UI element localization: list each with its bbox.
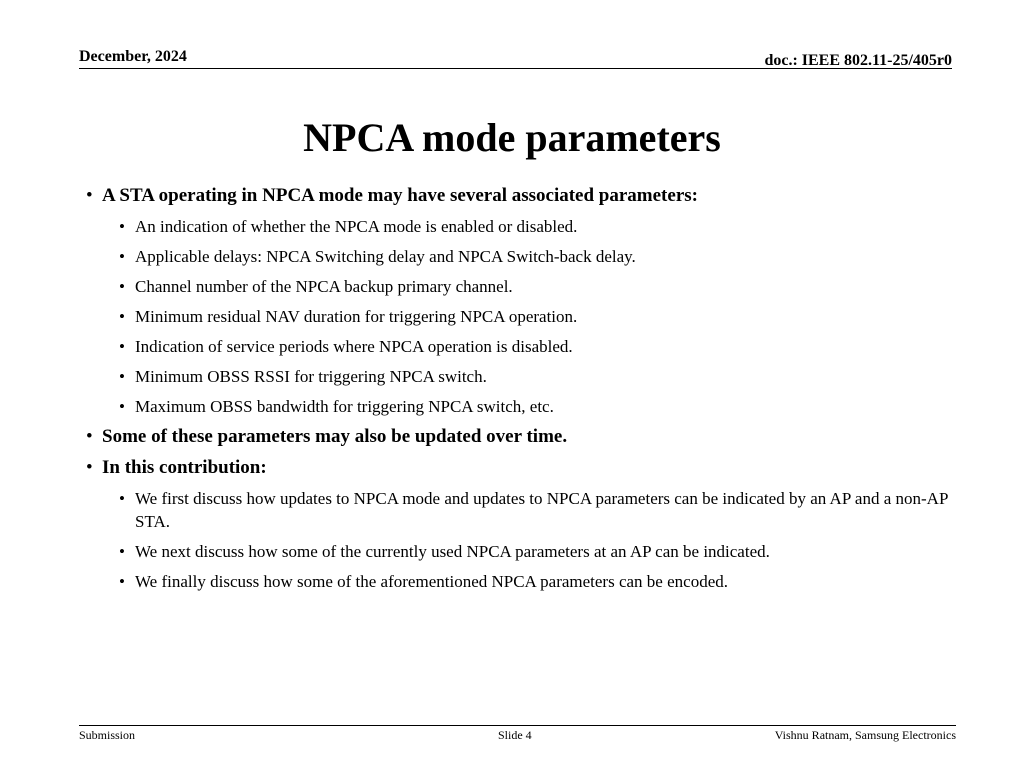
footer-divider [79, 725, 956, 726]
sub-bullet: • Channel number of the NPCA backup primary channel. [119, 275, 956, 298]
bullet-updated-over-time: • Some of these parameters may also be updated over time. [86, 425, 956, 449]
sub-bullet: • Indication of service periods where NPCA operation is disabled. [119, 335, 956, 358]
sub-bullet: • Minimum residual NAV duration for triggering NPCA operation. [119, 305, 956, 328]
bullet-in-this-contribution: • In this contribution: [86, 456, 956, 480]
header-divider [79, 68, 952, 69]
sub-bullet: • We next discuss how some of the currently used NPCA parameters at an AP can be indicated. [119, 540, 956, 563]
sub-bullet: • We first discuss how updates to NPCA mode and updates to NPCA parameters can be indicated by an AP and a non-AP STA. [119, 487, 956, 533]
footer-author: Vishnu Ratnam, Samsung Electronics [774, 728, 956, 742]
footer-submission: Submission [79, 728, 136, 742]
slide-title: NPCA mode parameters [303, 115, 721, 160]
sub-bullet: • Maximum OBSS bandwidth for triggering NPCA switch, etc. [119, 395, 956, 418]
header-date: December, 2024 [79, 48, 187, 65]
sub-bullet: • An indication of whether the NPCA mode is enabled or disabled. [119, 215, 956, 238]
slide-content [86, 184, 956, 600]
sub-bullet: • Minimum OBSS RSSI for triggering NPCA switch. [119, 365, 956, 388]
sub-bullet: • Applicable delays: NPCA Switching delay and NPCA Switch-back delay. [119, 245, 956, 268]
sub-bullet: • We finally discuss how some of the aforementioned NPCA parameters can be encoded. [119, 570, 956, 593]
bullet-associated-parameters: • A STA operating in NPCA mode may have several associated parameters: [86, 184, 956, 208]
footer-slide-number: Slide 4 [498, 728, 532, 742]
header-doc-id: doc.: IEEE 802.11-25/405r0 [764, 52, 952, 69]
